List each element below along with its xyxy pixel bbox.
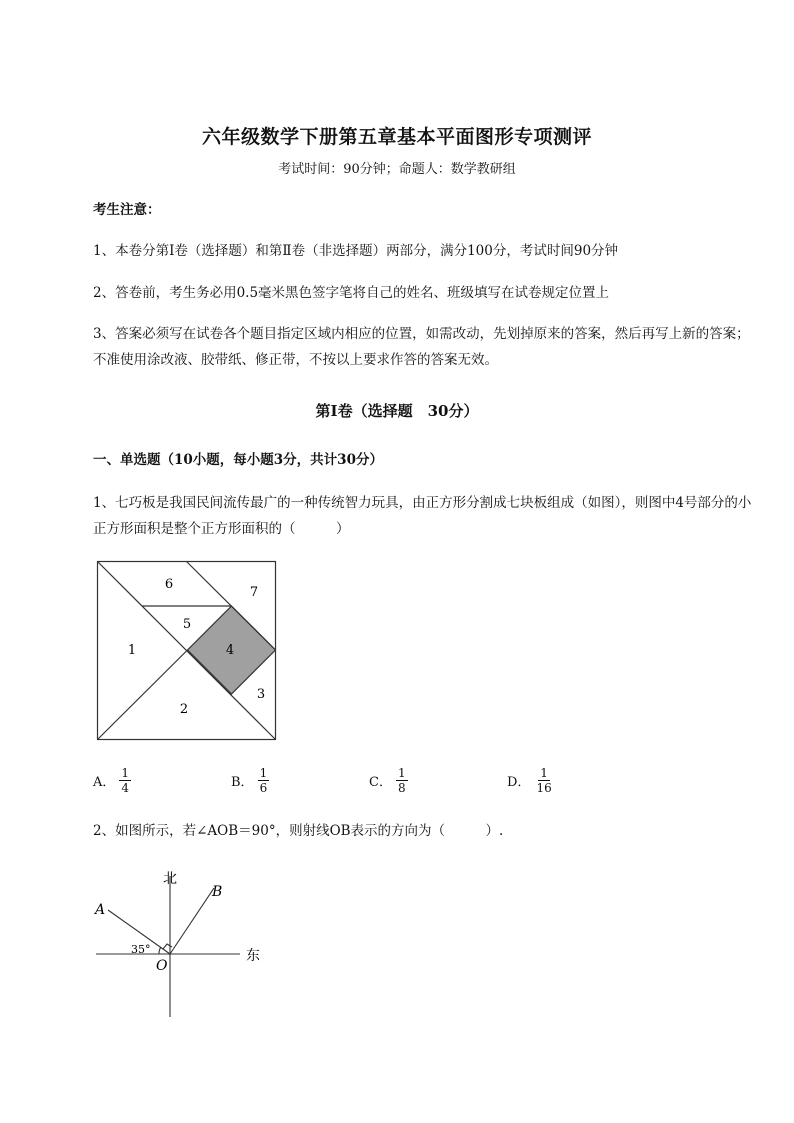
notice-item-2: 2、答卷前，考生务必用0.5毫米黑色签字笔将自己的姓名、班级填写在试卷规定位置上 — [93, 285, 610, 301]
tangram-label-1: 1 — [127, 643, 137, 658]
q1-option-c[interactable] — [369, 766, 408, 795]
exam-info: 考试时间：90分钟；命题人：数学教研组 — [278, 162, 516, 177]
ray-ob — [170, 888, 214, 954]
tangram-label-4: 4 — [225, 643, 235, 658]
option-d-fraction — [534, 766, 553, 795]
tangram-line-bl — [98, 650, 188, 740]
point-o-label: O — [156, 958, 168, 974]
question-2-text: 2、如图所示，若∠AOB＝90°，则射线OB表示的方向为（ ）. — [93, 823, 504, 839]
option-b-denominator: 6 — [259, 781, 268, 795]
point-b-label: B — [212, 884, 223, 900]
tangram-label-7: 7 — [249, 585, 259, 600]
q1-option-d[interactable] — [507, 766, 554, 795]
option-d-label: D． — [507, 775, 531, 790]
tangram-figure — [96, 560, 278, 742]
north-label: 北 — [163, 871, 177, 887]
option-b-fraction — [258, 766, 270, 795]
option-a-fraction — [119, 766, 131, 795]
option-c-numerator: 1 — [397, 766, 406, 780]
tangram-label-3: 3 — [256, 687, 266, 702]
option-b-label: B． — [231, 775, 254, 790]
notice-item-1: 1、本卷分第I卷（选择题）和第Ⅱ卷（非选择题）两部分，满分100分，考试时间90分钟 — [93, 243, 619, 259]
q1-option-b[interactable] — [231, 766, 269, 795]
point-a-label: A — [95, 902, 106, 918]
option-b-numerator: 1 — [259, 766, 268, 780]
section-title: 第I卷（选择题 30分） — [315, 402, 479, 420]
direction-figure — [90, 862, 270, 1022]
east-label: 东 — [246, 948, 260, 964]
angle-label: 35° — [131, 943, 151, 956]
tangram-label-5: 5 — [182, 617, 192, 632]
option-d-denominator: 16 — [536, 781, 552, 795]
option-a-label: A． — [93, 775, 116, 790]
question-1-text: 1、七巧板是我国民间流传最广的一种传统智力玩具，由正方形分割成七块板组成（如图），则图中4号部分的小正方形面积是整个正方形面积的（ ） — [93, 495, 752, 537]
notice-item-3: 3、答案必须写在试卷各个题目指定区域内相应的位置，如需改动，先划掉原来的答案，然后再写上新的答案；不准使用涂改液、胶带纸、修正带，不按以上要求作答的答案无效。 — [93, 326, 750, 368]
right-angle-mark — [163, 944, 172, 949]
option-a-denominator: 4 — [121, 781, 130, 795]
angle-arc — [159, 947, 161, 954]
q1-option-a[interactable] — [93, 766, 131, 795]
part-title: 一、单选题（10小题，每小题3分，共计30分） — [93, 452, 383, 468]
option-d-numerator: 1 — [540, 766, 548, 780]
tangram-label-2: 2 — [179, 702, 189, 717]
tangram-label-6: 6 — [164, 577, 174, 592]
notice-heading: 考生注意： — [93, 202, 161, 218]
page-title: 六年级数学下册第五章基本平面图形专项测评 — [201, 126, 592, 148]
option-a-numerator: 1 — [121, 766, 130, 780]
option-c-fraction — [396, 766, 408, 795]
option-c-denominator: 8 — [397, 781, 406, 795]
option-c-label: C． — [369, 775, 392, 790]
